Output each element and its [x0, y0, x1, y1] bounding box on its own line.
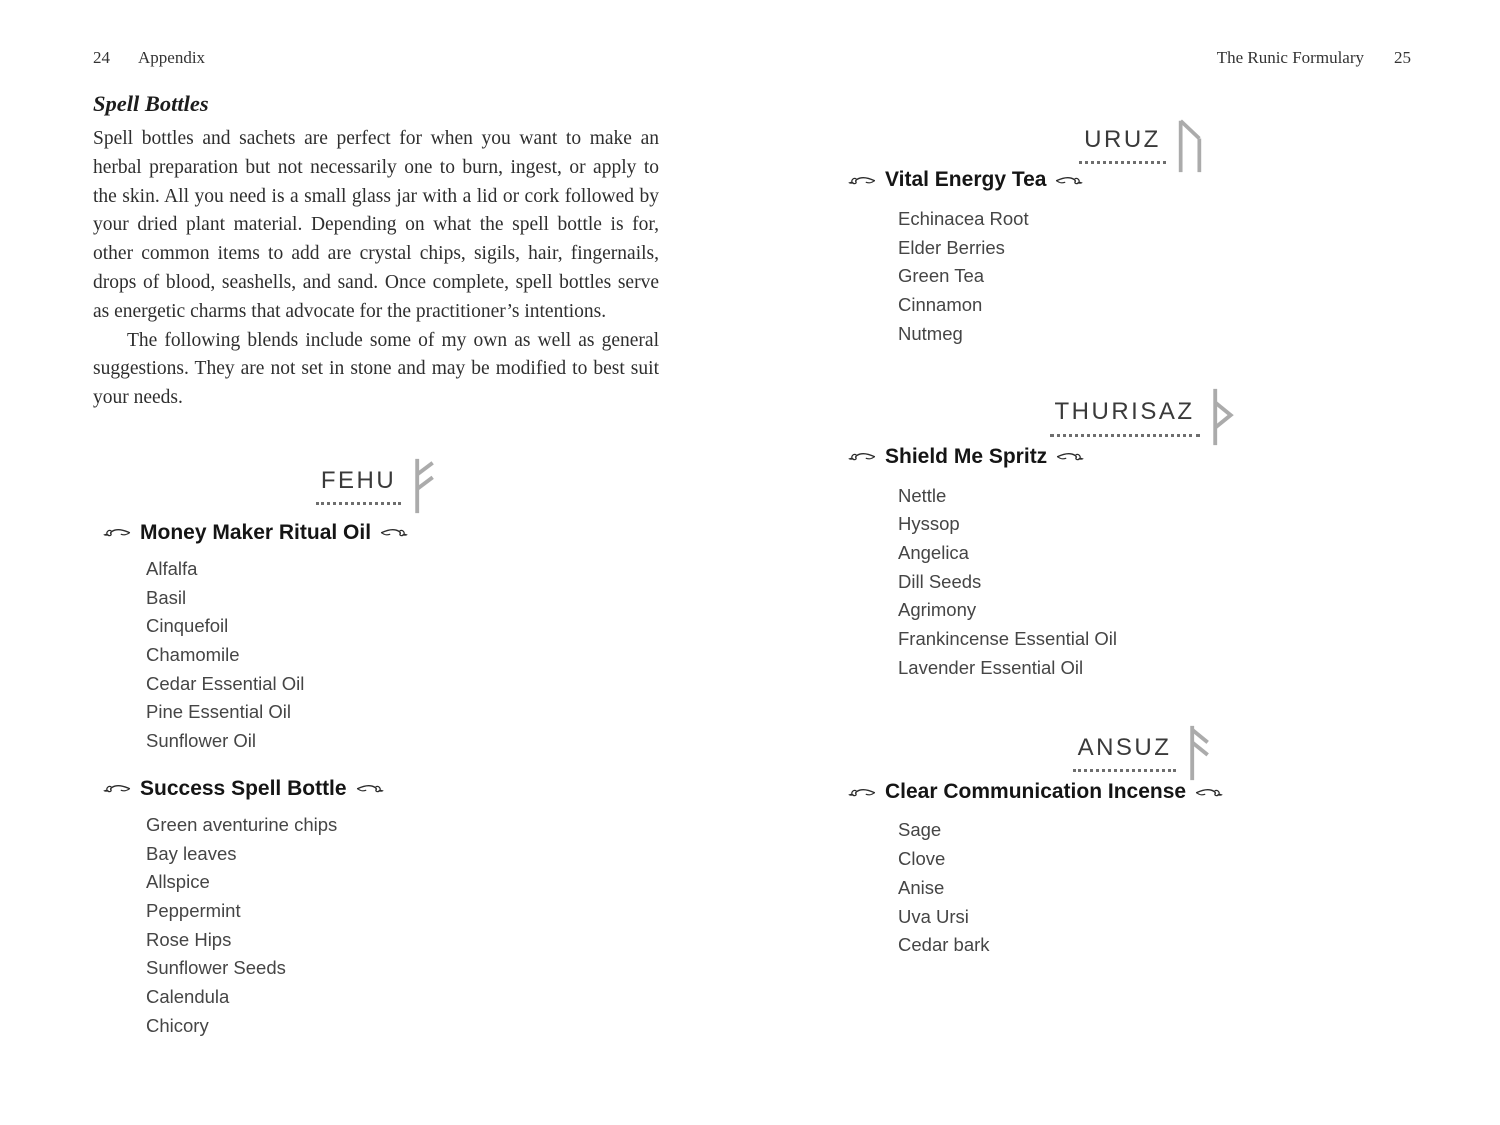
- ingredient-item: Rose Hips: [146, 928, 232, 950]
- body-paragraph: Spell bottles and sachets are perfect for when you want to make an herbal preparation but not necessarily one to burn, ingest, or apply to the skin. All you need is a small glass jar with a lid or cork followed by your dried plant material. Depending on what the spell bottle is for, other common items to add are crystal chips, sigils, hair, fingernails, drops of blood, seashells, and sand. Once complete, spell bottles serve as energetic charms that advocate for the practitioner’s intentions.: [93, 128, 659, 322]
- recipe-title-text: Shield Me Spritz: [885, 444, 1048, 468]
- flourish-right-icon: [1195, 786, 1226, 799]
- running-head-title: The Runic Formulary: [1216, 48, 1364, 67]
- running-head-right: [845, 48, 1411, 68]
- ansuz-rune-icon: [1185, 724, 1211, 782]
- flourish-right-icon: [1055, 174, 1086, 187]
- ingredient-item: Nutmeg: [898, 322, 963, 344]
- ingredient-item: Peppermint: [146, 900, 241, 921]
- ingredient-item: Cedar bark: [898, 934, 990, 956]
- ingredient-item: Uva Ursi: [898, 905, 969, 927]
- ingredient-item: Angelica: [898, 541, 969, 563]
- thurisaz-rune-icon: [1209, 387, 1235, 447]
- recipe-title: [100, 777, 659, 801]
- ingredient-item: Sunflower Seeds: [146, 957, 286, 979]
- ingredient-item: Cinnamon: [898, 294, 983, 316]
- ingredient-item: Bay leaves: [146, 842, 237, 864]
- recipe-title: [845, 445, 1411, 469]
- rune-header-fehu: [93, 439, 659, 505]
- page-number: 24: [93, 48, 110, 67]
- page-number: 25: [1394, 48, 1411, 67]
- flourish-right-icon: [380, 526, 411, 539]
- ingredient-item: Green Tea: [898, 265, 985, 287]
- ingredient-list: [845, 482, 1411, 683]
- rune-name: ANSUZ: [1073, 735, 1177, 772]
- rune-name: FEHU: [316, 468, 401, 505]
- ingredient-item: Alfalfa: [146, 557, 198, 579]
- rune-header-ansuz: [859, 706, 1425, 772]
- ingredient-item: Nettle: [898, 484, 947, 506]
- uruz-rune-icon: [1175, 118, 1205, 174]
- running-head-left: [93, 48, 659, 68]
- ingredient-list: [845, 205, 1411, 349]
- ingredient-list: [93, 811, 659, 1041]
- flourish-right-icon: [356, 782, 387, 795]
- recipe-title: [845, 168, 1411, 192]
- rune-header-thurisaz: [859, 371, 1425, 437]
- recipe-title-text: Money Maker Ritual Oil: [140, 520, 372, 544]
- page-left: [93, 0, 659, 1041]
- rune-name: THURISAZ: [1050, 399, 1200, 436]
- ingredient-item: Chicory: [146, 1014, 209, 1036]
- flourish-left-icon: [845, 450, 876, 463]
- recipe-title-text: Vital Energy Tea: [885, 168, 1047, 191]
- ingredient-item: Allspice: [146, 871, 210, 893]
- ingredient-item: Anise: [898, 876, 945, 898]
- ingredient-item: Elder Berries: [898, 236, 1005, 258]
- fehu-rune-icon: [410, 457, 436, 515]
- ingredient-list: [93, 555, 659, 756]
- ingredient-list: [845, 816, 1411, 960]
- rune-name: URUZ: [1079, 127, 1166, 164]
- ingredient-item: Cinquefoil: [146, 615, 229, 637]
- recipe-title: [100, 521, 659, 545]
- ingredient-item: Agrimony: [898, 599, 977, 621]
- page-right: [845, 0, 1411, 960]
- flourish-right-icon: [1056, 450, 1087, 463]
- ingredient-item: Sage: [898, 819, 942, 841]
- ingredient-item: Calendula: [146, 986, 230, 1008]
- ingredient-item: Clove: [898, 848, 946, 870]
- flourish-left-icon: [100, 526, 131, 539]
- recipe-title: [845, 780, 1411, 804]
- rune-header-uruz: [859, 98, 1425, 164]
- ingredient-item: Basil: [146, 586, 187, 608]
- flourish-left-icon: [845, 174, 876, 187]
- body-paragraph: The following blends include some of my own as well as general suggestions. They are not set in stone and may be modified to best suit your needs.: [93, 329, 659, 409]
- ingredient-item: Echinacea Root: [898, 208, 1029, 229]
- ingredient-item: Pine Essential Oil: [146, 701, 291, 723]
- ingredient-item: Frankincense Essential Oil: [898, 628, 1118, 650]
- running-head-title: Appendix: [138, 48, 206, 67]
- ingredient-item: Dill Seeds: [898, 570, 982, 592]
- recipe-title-text: Clear Communication Incense: [885, 780, 1187, 804]
- ingredient-item: Green aventurine chips: [146, 813, 338, 835]
- ingredient-item: Sunflower Oil: [146, 730, 257, 752]
- recipe-title-text: Success Spell Bottle: [140, 776, 347, 800]
- section-title: Spell Bottles: [93, 91, 209, 116]
- flourish-left-icon: [845, 786, 876, 799]
- flourish-left-icon: [100, 782, 131, 795]
- ingredient-item: Cedar Essential Oil: [146, 672, 305, 694]
- ingredient-item: Lavender Essential Oil: [898, 656, 1084, 678]
- ingredient-item: Hyssop: [898, 513, 960, 535]
- ingredient-item: Chamomile: [146, 644, 240, 666]
